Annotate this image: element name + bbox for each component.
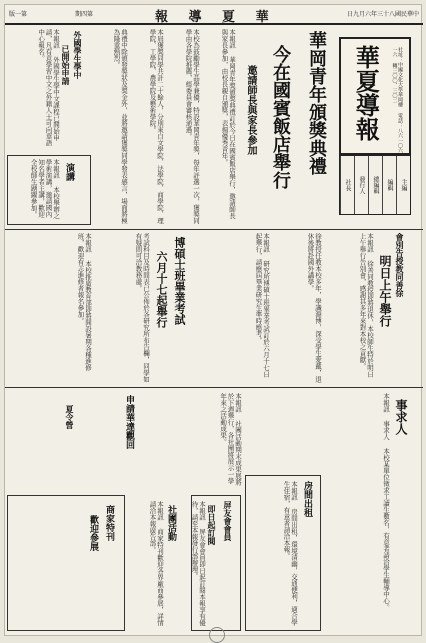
fair-headline: 商家特刊: [104, 505, 114, 541]
staff-item: 主編: [396, 156, 410, 214]
staff-box: [339, 155, 411, 215]
top-band: [5, 5, 423, 25]
newspaper-page: [4, 4, 422, 636]
nameplate-title: 華夏導報: [351, 45, 381, 141]
divider: [5, 229, 423, 230]
article-col: 本報訊 商家特刊歡迎各界廠商參展，詳情請洽本報廣告部。: [148, 501, 164, 626]
fair-headline-2: 歡迎參展: [88, 515, 98, 551]
article-col: 本報訊 社團活動期末成果展將於下週舉行，各社團將展示一學年來之活動成果。: [219, 393, 242, 486]
article-col: 本報訊 事求人 本校某單位徵求工讀生數名，有意者請洽學生輔導中心。: [382, 393, 390, 611]
lend-headline: 申請華達觀回: [124, 395, 134, 449]
staff-item: 編輯: [382, 156, 396, 214]
shop-headline-2: 即日起訂閱: [207, 505, 217, 545]
article-col: 本報訊 徐善同教授即將退休，本校師生特於明日上午舉行告別會，感謝其多年來對本校之貢獻。: [358, 233, 374, 378]
camp-headline: 夏令營: [65, 405, 75, 429]
shop-headline: 屏友會會員: [223, 501, 233, 541]
article-col: 典禮中除頒發獎狀及獎金外，並將邀請獲獎同學發表感言，場面將極為隆重熱烈。: [112, 29, 128, 224]
lecture-headline: 演講: [64, 163, 74, 181]
staff-item: 社長: [340, 156, 354, 214]
students-headline: 外國學生學中: [73, 31, 83, 79]
article-col: 本報訊 屏友會會員即日起訂閱本報享有優待，請至本報發行部辦理。: [190, 501, 206, 626]
article-col: 本屆獲獎同學共計二十餘人，分別來自文學院、法學院、商學院、理學院、工學院、農學院及藝術學院。: [148, 29, 164, 224]
main-headline-2: 今在國賓飯店舉行: [270, 45, 291, 189]
article-col: 考試科目及時間表已公佈於各研究所布告欄，同學如有疑問可洽教務處。: [134, 233, 150, 383]
wanted-headline: 事求人: [394, 399, 408, 435]
nameplate-info: 社址：中國文化大學華岡樓 電話：八六一〇六一六 轉三〇〇、三〇二: [391, 47, 403, 153]
article-col: 本報訊 華岡青年獎頒獎典禮訂於今日在國賓飯店舉行，邀請師長與家長參加，由校長親自頒獎，表揚優秀青年。: [220, 29, 236, 219]
nameplate: [339, 37, 411, 155]
rent-headline: 房間出租: [302, 481, 312, 517]
main-headline: 華岡青年頒獎典禮: [306, 31, 327, 175]
staff-item: 發行人: [354, 156, 368, 214]
article-col: 本校為鼓勵學生品學兼優，特設華岡青年獎，每年評選一次，獲獎同學由各學院推薦，經委員會審核通過。: [184, 29, 200, 224]
article-col: 徐教授任教本校多年，學識淵博，深受學生愛戴，退休後將赴國外講學。: [306, 233, 322, 383]
masthead-small: 報 導 夏 華: [155, 10, 277, 25]
exam-headline-2: 六月十七起舉行: [155, 251, 168, 328]
article-col: 本報訊 外國學生學中文課程已開始申請，凡有意學習中文之外籍人士可向華語中心報名。: [37, 29, 60, 146]
article-col: 本報訊 本校推廣教育部即將開設暑期各種進修班，歡迎有志進修者報名參加。: [76, 233, 92, 371]
round-seal-mark: [209, 627, 225, 643]
farewell-top: 會別告授教同善徐: [395, 233, 405, 297]
club-headline: 社團活動: [166, 505, 176, 541]
article-col: 本報訊 房間出租，環境清幽，交通便利，適合學生住宿，有意者請洽本報。: [282, 481, 298, 626]
page-number: 版一第: [9, 11, 28, 18]
article-col: 本報訊 本校舉辦之學術演講，邀請國內知名學者主講，歡迎全校師生踴躍參加。: [29, 159, 60, 219]
exam-headline: 博碩士班畢業考試: [173, 237, 186, 325]
article-col: 本報訊 研究所博碩士班畢業考試訂於六月十七日起舉行，請應屆畢業研究生準時應考。: [254, 233, 270, 378]
students-headline-2: 已開始申請: [61, 45, 71, 85]
staff-item: 總編輯: [368, 156, 382, 214]
divider: [5, 387, 423, 388]
issue-date: 日九月六年三十八國民華中: [346, 11, 419, 18]
farewell-headline: 明日上午舉行: [378, 255, 392, 327]
main-subhead: 邀請師長與家長參加: [245, 65, 256, 155]
issue-number: 期四第: [75, 11, 94, 18]
